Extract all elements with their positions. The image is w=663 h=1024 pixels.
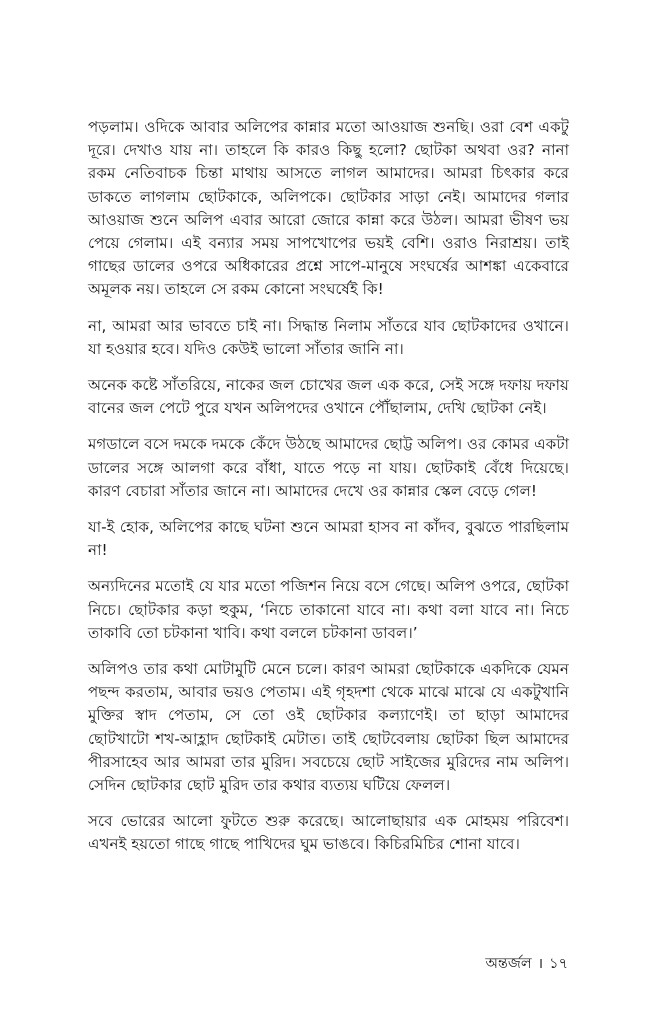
paragraph-7: অলিপও তার কথা মোটামুটি মেনে চলে। কারণ আমরা ছোটকাকে একদিকে যেমন পছন্দ করতাম, আবার ভয়ও পেতাম। এই গৃহদশা থেকে মাঝে মাঝে যে একটুখানি মুক্তির স্বাদ পেতাম, সে তো ওই ছোটকার কল্যাণেই। তা ছাড়া আমাদের ছোটখাটো শখ-আহ্লাদ ছোটকাই মেটাত। তাই ছোটবেলায় ছোটকা ছিল আমাদের পীরসাহেব আর আমরা তার মুরিদ। সবচেয়ে ছোট সাইজের মুরিদের নাম অলিপ। সেদিন ছোটকার ছোট মুরিদ তার কথার ব্যত্যয় ঘটিয়ে ফেলল। [88, 660, 569, 795]
footer-book-title: অন্তর্জল [485, 956, 532, 972]
paragraph-3: অনেক কষ্টে সাঁতরিয়ে, নাকের জল চোখের জল এক করে, সেই সঙ্গে দফায় দফায় বানের জল পেটে পুরে যখন অলিপদের ওখানে পৌঁছালাম, দেখি ছোটকা নেই। [88, 376, 569, 418]
paragraph-2: না, আমরা আর ভাবতে চাই না। সিদ্ধান্ত নিলাম সাঁতরে যাব ছোটকাদের ওখানে। যা হওয়ার হবে। যদিও কেউই ভালো সাঁতার জানি না। [88, 316, 569, 358]
paragraph-8: সবে ভোরের আলো ফুটতে শুরু করেছে। আলোছায়ার এক মোহময় পরিবেশ। এখনই হয়তো গাছে গাছে পাখিদের ঘুম ভাঙবে। কিচিরমিচির শোনা যাবে। [88, 812, 569, 854]
page-number: ১৭ [549, 956, 568, 972]
page-footer [485, 953, 568, 977]
paragraph-4: মগডালে বসে দমকে দমকে কেঁদে উঠছে আমাদের ছোট্ট অলিপ। ওর কোমর একটা ডালের সঙ্গে আলগা করে বাঁধা, যাতে পড়ে না যায়। ছোটকাই বেঁধে দিয়েছে। কারণ বেচারা সাঁতার জানে না। আমাদের দেখে ওর কান্নার স্কেল বেড়ে গেল! [88, 435, 569, 500]
paragraph-5: যা-ই হোক, অলিপের কাছে ঘটনা শুনে আমরা হাসব না কাঁদব, বুঝতে পারছিলাম না! [88, 518, 569, 560]
footer-separator: । [537, 956, 544, 972]
page-body [88, 116, 569, 870]
paragraph-1: পড়লাম। ওদিকে আবার অলিপের কান্নার মতো আওয়াজ শুনছি। ওরা বেশ একটু দূরে। দেখাও যায় না। তাহলে কি কারও কিছু হলো? ছোটকা অথবা ওর? নানা রকম নেতিবাচক চিন্তা মাথায় আসতে লাগল আমাদের। আমরা চিৎকার করে ডাকতে লাগলাম ছোটকাকে, অলিপকে। ছোটকার সাড়া নেই। আমাদের গলার আওয়াজ শুনে অলিপ এবার আরো জোরে কান্না করে উঠল। আমরা ভীষণ ভয় পেয়ে গেলাম। এই বন্যার সময় সাপখোপের ভয়ই বেশি। ওরাও নিরাশ্রয়। তাই গাছের ডালের ওপরে অধিকারের প্রশ্নে সাপে-মানুষে সংঘর্ষের আশঙ্কা একেবারে অমূলক নয়। তাহলে সে রকম কোনো সংঘর্ষেই কি! [88, 118, 569, 299]
paragraph-6: অন্যদিনের মতোই যে যার মতো পজিশন নিয়ে বসে গেছে। অলিপ ওপরে, ছোটকা নিচে। ছোটকার কড়া হুকুম, ‘নিচে তাকানো যাবে না। কথা বলা যাবে না। নিচে তাকাবি তো চটকানা খাবি। কথা বললে চটকানা ডাবল।’ [88, 577, 569, 642]
